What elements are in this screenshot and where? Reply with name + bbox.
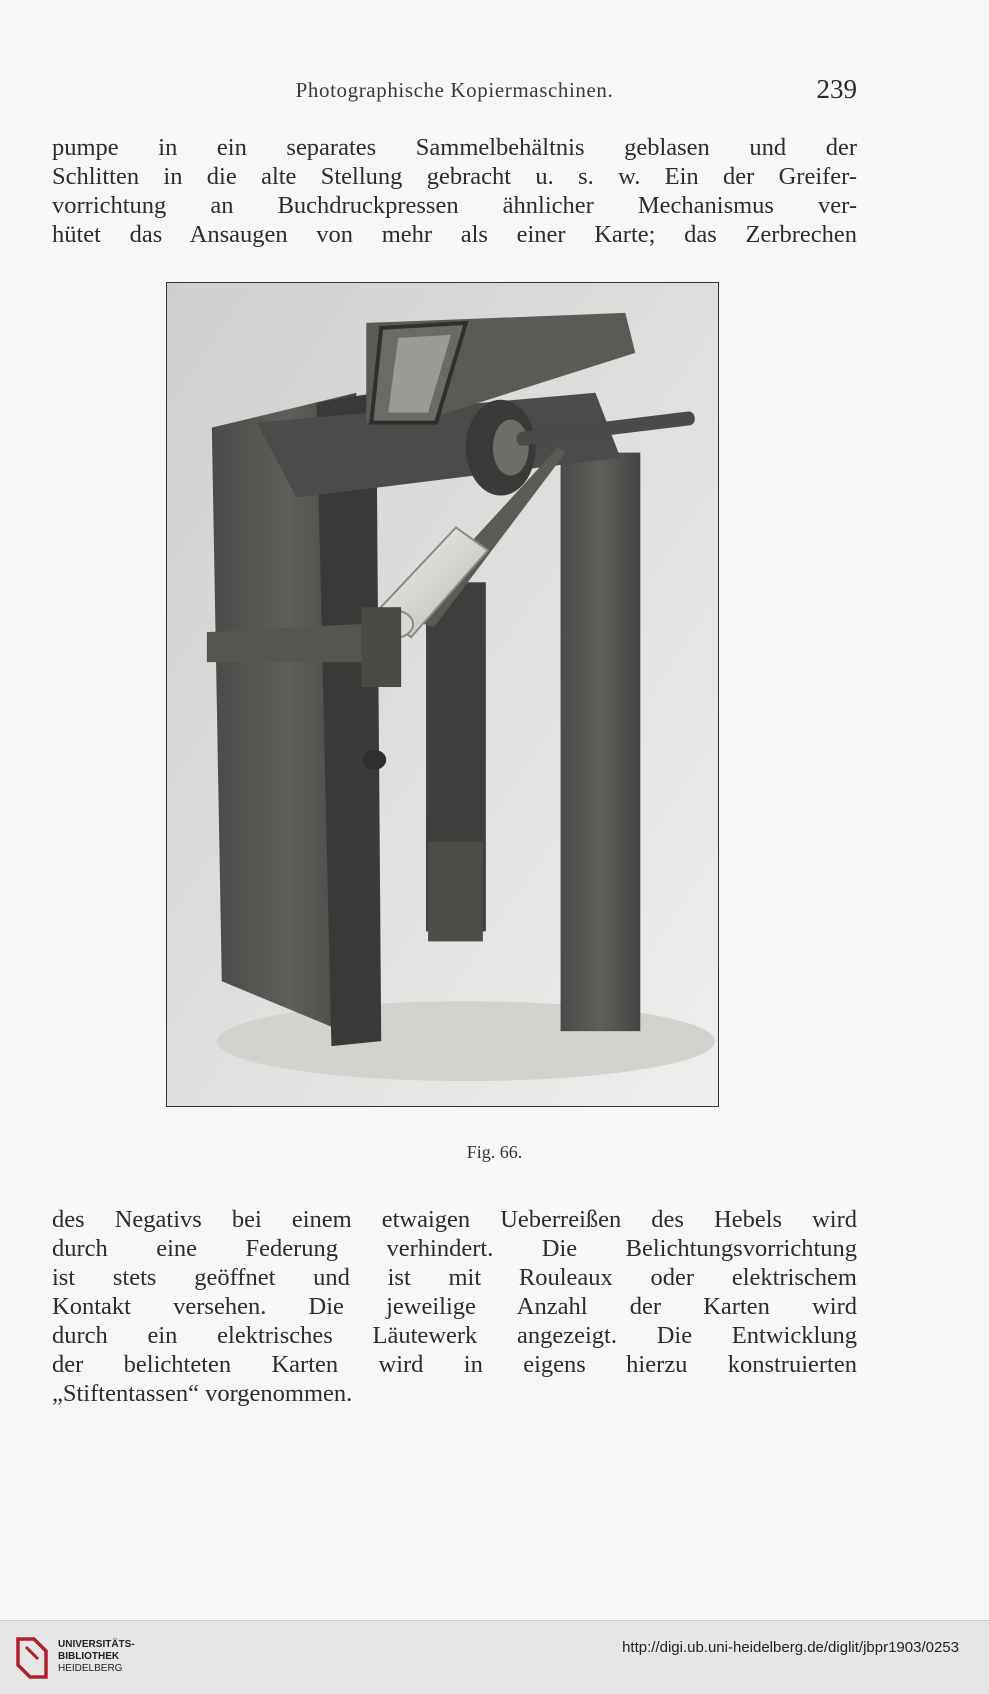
copying-machine-photo	[167, 283, 718, 1106]
figure-photograph	[166, 282, 719, 1107]
text-line: pumpe in ein separates Sammelbehältnis geblasen und der	[52, 134, 857, 161]
text-line: durch ein elektrisches Läutewerk angezeigt. Die Entwicklung	[52, 1322, 857, 1349]
text-line: hütet das Ansaugen von mehr als einer Karte; das Zerbrechen	[52, 221, 857, 248]
running-title: Photographische Kopiermaschinen.	[295, 78, 614, 102]
running-head	[52, 74, 857, 112]
text-line: Kontakt versehen. Die jeweilige Anzahl der Karten wird	[52, 1293, 857, 1320]
library-line: UNIVERSITÄTS-	[58, 1639, 135, 1650]
text-line: vorrichtung an Buchdruckpressen ähnlicher Mechanismus ver-	[52, 192, 857, 219]
library-line: HEIDELBERG	[58, 1663, 123, 1674]
text-line: Schlitten in die alte Stellung gebracht u. s. w. Ein der Greifer-	[52, 163, 857, 190]
text-line: ist stets geöffnet und ist mit Rouleaux oder elektrischem	[52, 1264, 857, 1291]
library-logo-icon	[12, 1635, 52, 1681]
source-url-link[interactable]: http://digi.ub.uni-heidelberg.de/diglit/jbpr1903/0253	[622, 1639, 959, 1656]
paragraph-top	[52, 133, 857, 249]
text-line: der belichteten Karten wird in eigens hierzu konstruierten	[52, 1351, 857, 1378]
library-line: BIBLIOTHEK	[58, 1651, 120, 1662]
paragraph-bottom	[52, 1205, 857, 1408]
library-name	[58, 1639, 135, 1675]
page-number: 239	[816, 74, 857, 104]
figure-caption: Fig. 66.	[466, 1142, 523, 1162]
viewer-footer	[0, 1620, 989, 1694]
text-line: durch eine Federung verhindert. Die Belichtungsvorrichtung	[52, 1235, 857, 1262]
text-line: des Negativs bei einem etwaigen Ueberreißen des Hebels wird	[52, 1206, 857, 1233]
text-line: „Stiftentassen“ vorgenommen.	[52, 1380, 353, 1407]
